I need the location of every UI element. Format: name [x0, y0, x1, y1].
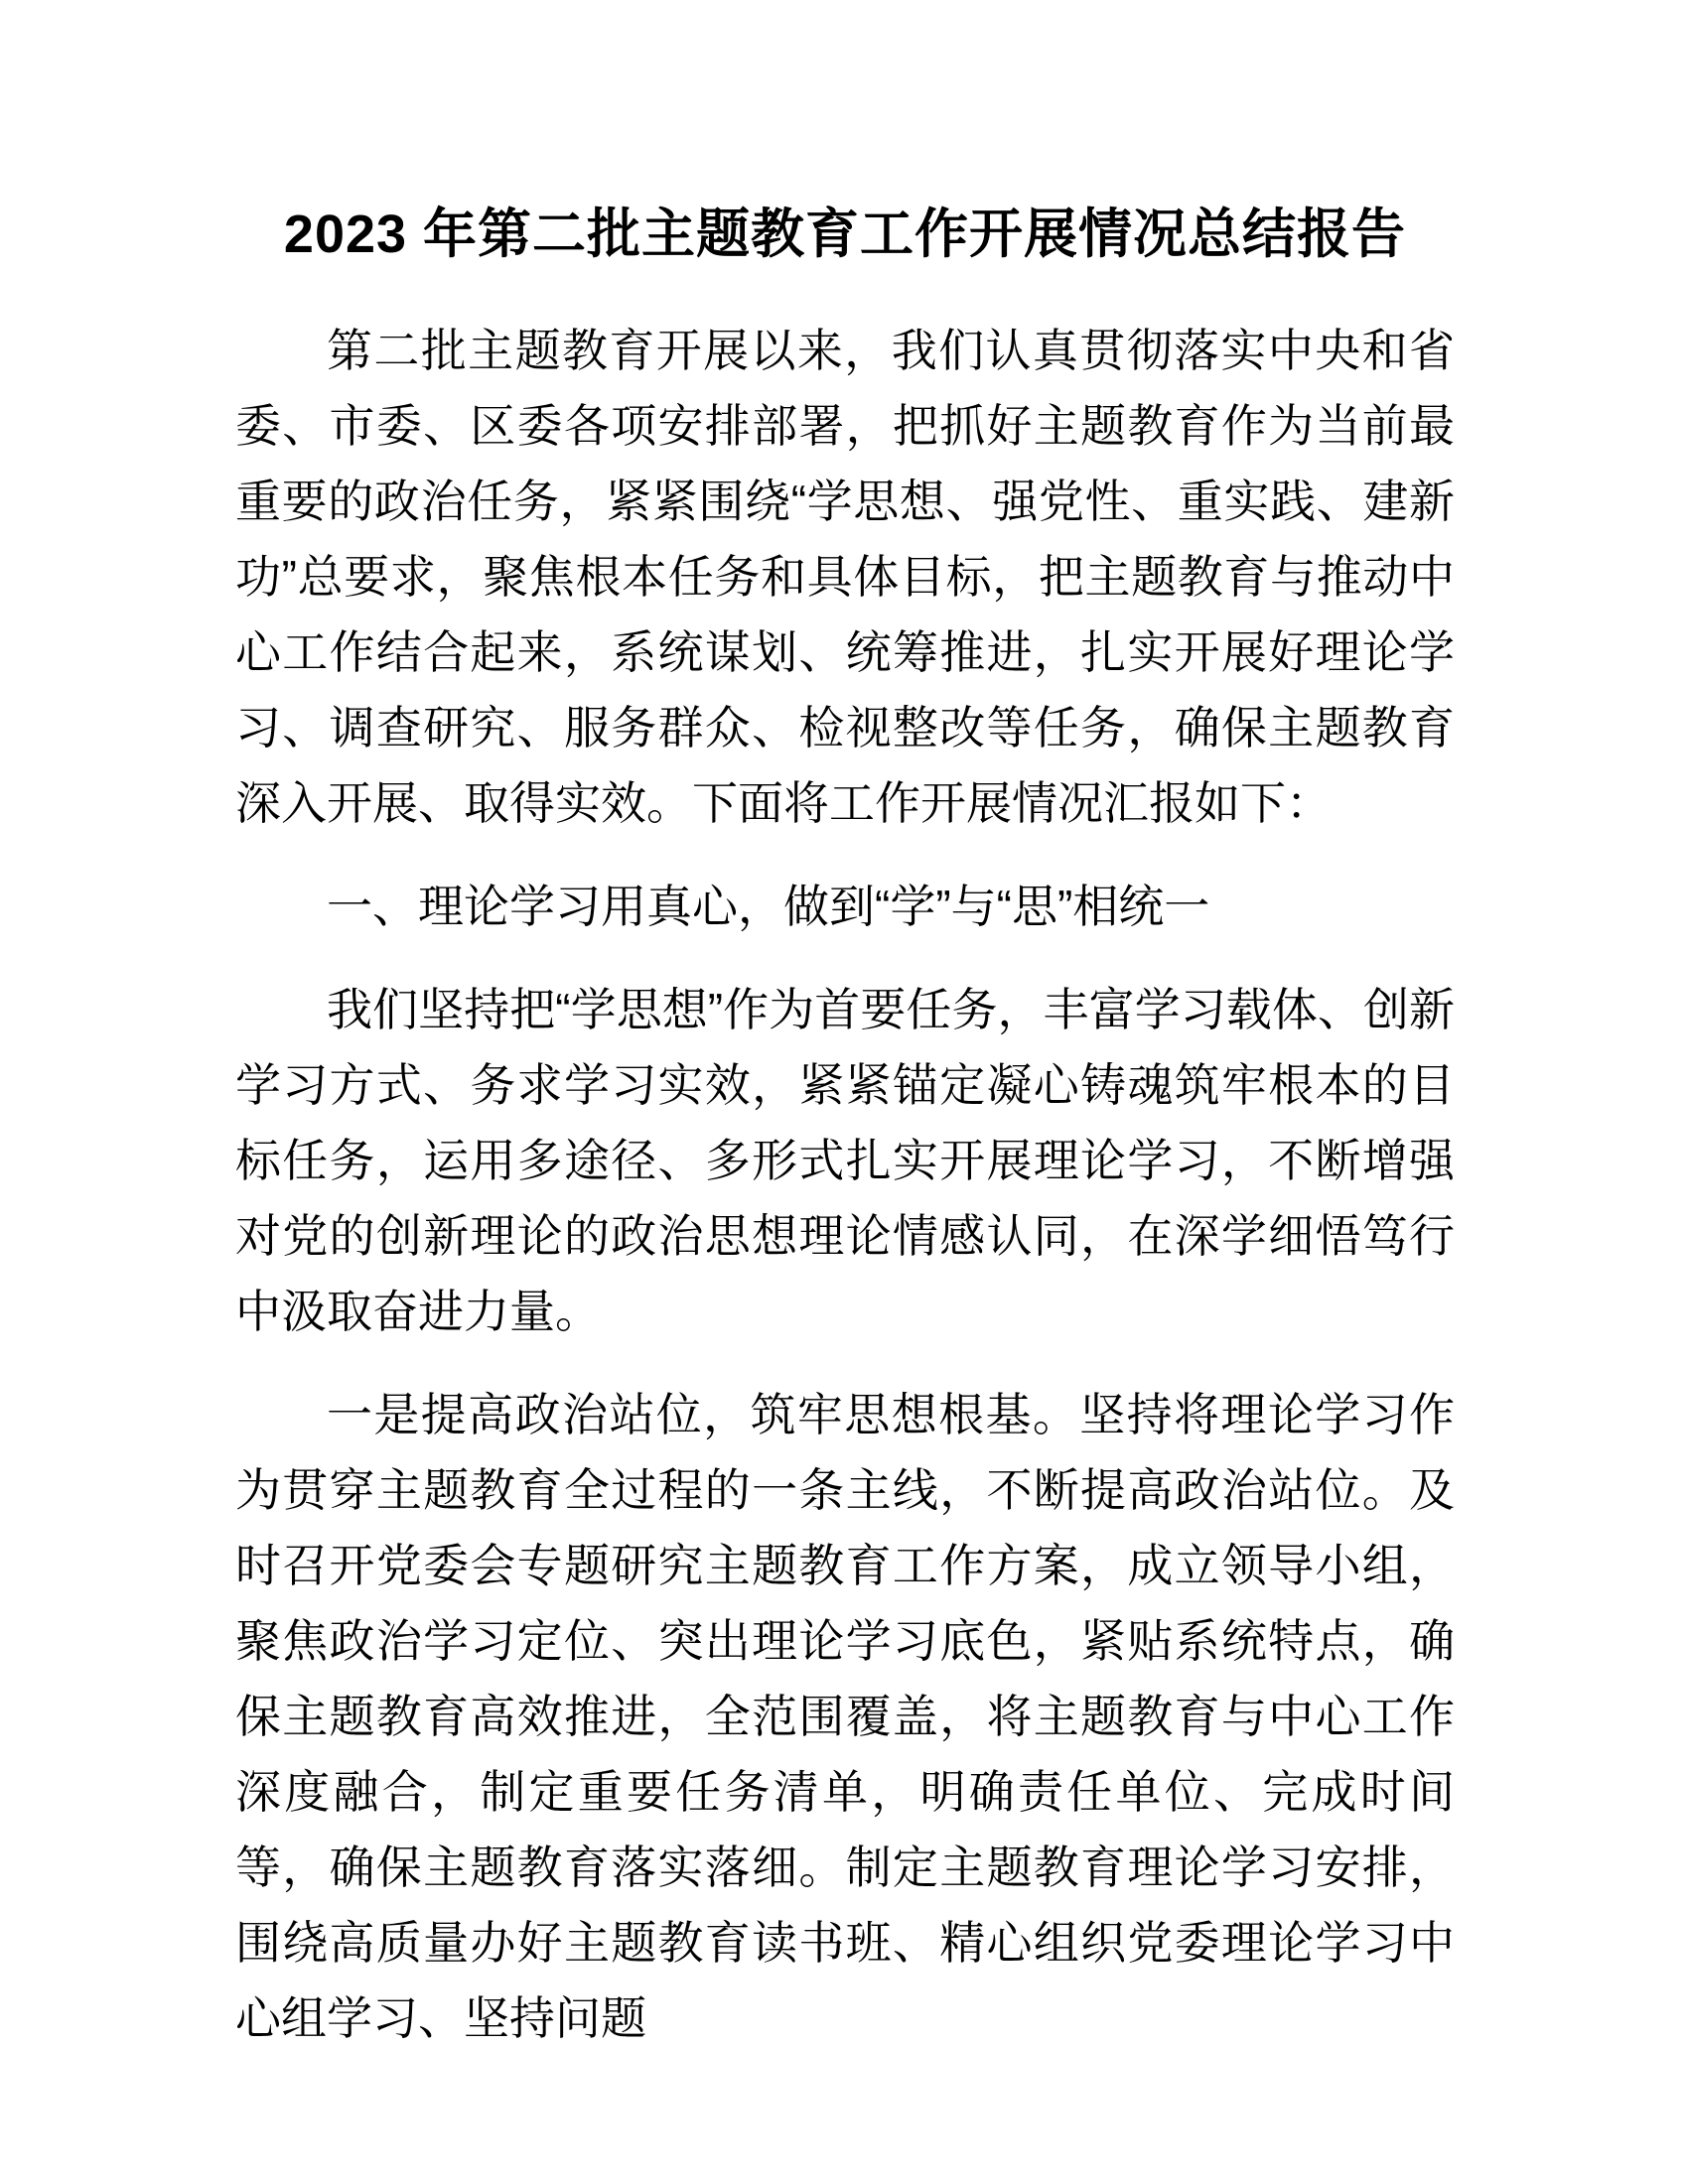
paragraph-intro: 第二批主题教育开展以来，我们认真贯彻落实中央和省委、市委、区委各项安排部署，把抓好主题教育作为当前最重要的政治任务，紧紧围绕“学思想、强党性、重实践、建新功”总要求，聚焦根本任务和具体目标，把主题教育与推动中心工作结合起来，系统谋划、统筹推进，扎实开展好理论学习、调查研究、服务群众、检视整改等任务，确保主题教育深入开展、取得实效。下面将工作开展情况汇报如下： — [235, 324, 1455, 829]
document-title: 2023 年第二批主题教育工作开展情况总结报告 — [283, 205, 1407, 264]
paragraph-section1-overview: 我们坚持把“学思想”作为首要任务，丰富学习载体、创新学习方式、务求学习实效，紧紧锚定凝心铸魂筑牢根本的目标任务，运用多途径、多形式扎实开展理论学习，不断增强对党的创新理论的政治思想理论情感认同，在深学细悟笃行中汲取奋进力量。 — [235, 983, 1455, 1337]
paragraph-point-1: 一是提高政治站位，筑牢思想根基。坚持将理论学习作为贯穿主题教育全过程的一条主线，不断提高政治站位。及时召开党委会专题研究主题教育工作方案，成立领导小组，聚焦政治学习定位、突出理论学习底色，紧贴系统特点，确保主题教育高效推进，全范围覆盖，将主题教育与中心工作深度融合，制定重要任务清单，明确责任单位、完成时间等，确保主题教育落实落细。制定主题教育理论学习安排，围绕高质量办好主题教育读书班、精心组织党委理论学习中心组学习、坚持问题 — [235, 1388, 1455, 2044]
section-heading-1: 一、理论学习用真心，做到“学”与“思”相统一 — [327, 880, 1210, 932]
